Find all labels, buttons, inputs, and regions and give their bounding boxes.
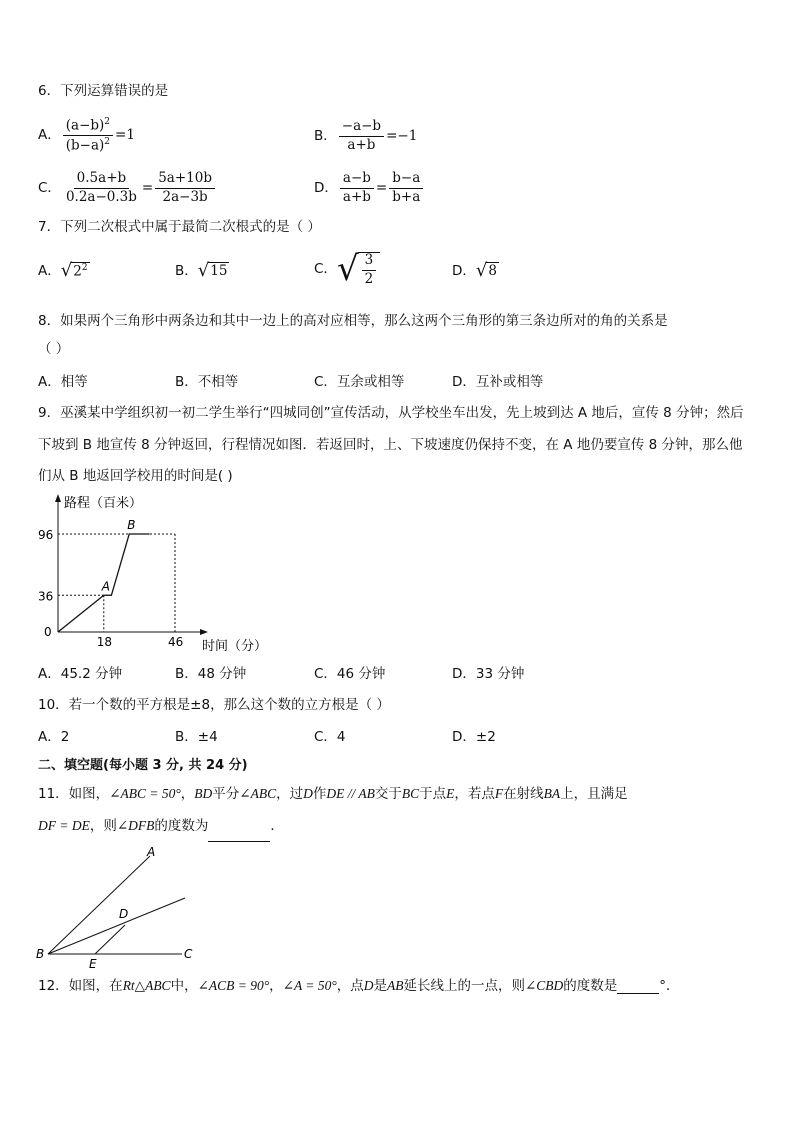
text: ，: [180, 786, 195, 802]
q9-line-1: 9．巫溪某中学组织初一初二学生举行“四城同创”宣传活动，从学校坐车出发，先上坡到达 A 地后，宣传 8 分钟；然后: [38, 405, 744, 421]
numerator: −a−b: [339, 119, 384, 137]
denominator: 0.2a−0.3b: [65, 188, 137, 205]
text: 11．如图，: [38, 786, 110, 802]
q7-option-b: [175, 262, 229, 280]
numerator: a−b: [340, 171, 374, 189]
math: D: [303, 786, 313, 801]
q6-option-b: [314, 119, 417, 153]
fraction: [340, 171, 374, 205]
q6-option-c: [38, 171, 217, 205]
ray-ba: [48, 856, 150, 954]
denominator: a+b: [347, 136, 376, 153]
label-b: B: [36, 947, 45, 961]
equals: =: [375, 179, 388, 196]
math: BD: [194, 786, 213, 801]
rhs: =1: [115, 127, 135, 144]
answer-blank: [617, 993, 659, 994]
text: 在射线: [503, 786, 544, 802]
q8-option-c: C．互余或相等: [314, 374, 405, 390]
text: 中，: [170, 978, 198, 994]
text: 12．如图，在: [38, 978, 123, 994]
y-axis-arrow: [55, 494, 61, 502]
text: 的度数为: [154, 818, 209, 834]
denominator: 2a−3b: [162, 188, 208, 205]
math: BC: [401, 786, 420, 801]
fraction: [63, 117, 113, 154]
q7-stem: 7．下列二次根式中属于最简二次根式的是（ ）: [38, 219, 321, 235]
radicand: 15: [210, 263, 228, 279]
math: ∠CBD: [524, 978, 564, 993]
math: DF = DE: [38, 818, 90, 833]
rhs: =−1: [386, 127, 418, 144]
x-tick-label: 0: [44, 625, 52, 639]
math: ∠DFB: [116, 818, 155, 833]
q11-stem: [38, 778, 768, 842]
q11-figure: [30, 842, 210, 972]
q8-paren: （ ）: [38, 341, 70, 357]
math: ∠ACB = 90°: [197, 978, 270, 993]
q8-stem: 8．如果两个三角形中两条边和其中一边上的高对应相等，那么这两个三角形的第三条边所对的角的关系是: [38, 313, 668, 329]
equals: =: [141, 179, 154, 196]
q10-option-d: D．±2: [452, 729, 496, 745]
option-label: C．: [38, 179, 61, 196]
text: 平分: [212, 786, 240, 802]
math: ∠A = 50°: [282, 978, 337, 993]
math: ∠ABC = 50°: [109, 786, 181, 801]
label-a: A: [147, 845, 156, 859]
text: 的度数是: [563, 978, 618, 994]
y-tick-label: 96: [38, 528, 54, 542]
text: 于点: [419, 786, 447, 802]
option-label: B．: [175, 262, 198, 279]
exponent: 2: [104, 137, 111, 148]
x-axis-label: 时间（分）: [202, 639, 268, 654]
text: 延长线上的一点，则: [403, 978, 525, 994]
q8-option-b: B．不相等: [175, 374, 239, 390]
section-heading: 二、填空题(每小题 3 分, 共 24 分): [38, 758, 248, 773]
denominator: a+b: [342, 188, 371, 205]
point-label-b: B: [127, 518, 136, 532]
x-tick-label: 46: [168, 635, 184, 649]
chart-marks: [38, 518, 183, 649]
math: BA: [543, 786, 561, 801]
text: ，若点: [454, 786, 495, 802]
option-label: D．: [452, 262, 476, 279]
radicand: 8: [488, 263, 497, 279]
option-label: D．: [314, 179, 338, 196]
x-axis-arrow: [200, 629, 208, 635]
option-label: A．: [38, 262, 61, 279]
denominator: 2: [364, 270, 374, 287]
sqrt: √ $\frac{3}{2}$: [337, 252, 380, 287]
q10-stem: 10．若一个数的平方根是±8，那么这个数的立方根是（ ）: [38, 697, 390, 713]
q9-line-2: 下坡到 B 地宣传 8 分钟返回，行程情况如图．若返回时，上、下坡速度仍保持不变，在 A 地仍要宣传 8 分钟，那么他: [38, 437, 743, 453]
sqrt: √ 15: [197, 260, 228, 281]
denominator: b+a: [392, 188, 421, 205]
numerator: 0.5a+b: [74, 171, 129, 189]
segment-de: [95, 925, 125, 954]
denominator: (b−a): [65, 137, 105, 154]
q10-option-c: C．4: [314, 729, 346, 745]
y-tick-label: 36: [38, 589, 54, 604]
label-e: E: [89, 957, 97, 971]
math: Rt△ABC: [122, 978, 171, 993]
math: E: [446, 786, 455, 801]
math: DE // AB: [326, 786, 375, 801]
option-label: A．: [38, 127, 61, 144]
text: ，则: [89, 818, 117, 834]
q6-option-d: [314, 171, 425, 205]
text: ．: [270, 818, 284, 834]
math: AB: [386, 978, 404, 993]
text: 上，且满足: [560, 786, 628, 802]
q8-option-a: A．相等: [38, 374, 88, 390]
text: ，过: [276, 786, 304, 802]
text: °．: [659, 978, 680, 994]
fraction: [362, 253, 377, 287]
q9-option-c: C．46 分钟: [314, 666, 386, 682]
q8-option-d: D．互补或相等: [452, 374, 544, 390]
fraction: [389, 171, 423, 205]
math: ∠ABC: [239, 786, 277, 801]
exponent: 2: [104, 117, 111, 127]
fraction: [155, 171, 215, 205]
q7-option-d: [452, 262, 499, 280]
numerator: 5a+10b: [155, 171, 215, 189]
q9-line-3: 们从 B 地返回学校用的时间是( ): [38, 468, 233, 484]
math: F: [494, 786, 504, 801]
radicand: 2: [73, 263, 82, 280]
x-tick-label: 18: [96, 635, 113, 649]
q12-stem: [38, 978, 680, 994]
sqrt: √ $2^2$: [60, 260, 88, 281]
option-label: B．: [314, 127, 337, 144]
q6-option-a: [38, 117, 135, 154]
numerator: (a−b): [65, 117, 105, 134]
label-c: C: [184, 947, 193, 961]
text: ，: [269, 978, 283, 994]
q10-option-a: A．2: [38, 729, 70, 745]
fraction: [63, 171, 140, 205]
answer-blank: [208, 841, 270, 842]
q9-chart: [30, 490, 290, 660]
q9-option-d: D．33 分钟: [452, 666, 525, 682]
text: 是: [373, 978, 387, 994]
exponent: 2: [81, 263, 88, 273]
y-axis-label: 路程（百米）: [64, 496, 143, 511]
q7-option-c: [314, 249, 380, 289]
text: 交于: [374, 786, 402, 802]
point-label-a: A: [101, 579, 111, 594]
numerator: 3: [362, 253, 377, 271]
fraction: [339, 119, 384, 153]
q7-option-a: [38, 262, 90, 280]
label-d: D: [119, 907, 129, 921]
q6-stem: 6．下列运算错误的是: [38, 83, 169, 99]
q9-option-b: B．48 分钟: [175, 666, 247, 682]
text: 作: [312, 786, 327, 802]
q10-option-b: B．±4: [175, 729, 218, 745]
ray-bd: [48, 898, 185, 954]
numerator: b−a: [389, 171, 423, 189]
math: D: [363, 978, 374, 993]
option-label: C．: [314, 261, 337, 278]
text: ，点: [336, 978, 364, 994]
q9-option-a: A．45.2 分钟: [38, 666, 123, 682]
sqrt: √ 8: [475, 260, 497, 281]
